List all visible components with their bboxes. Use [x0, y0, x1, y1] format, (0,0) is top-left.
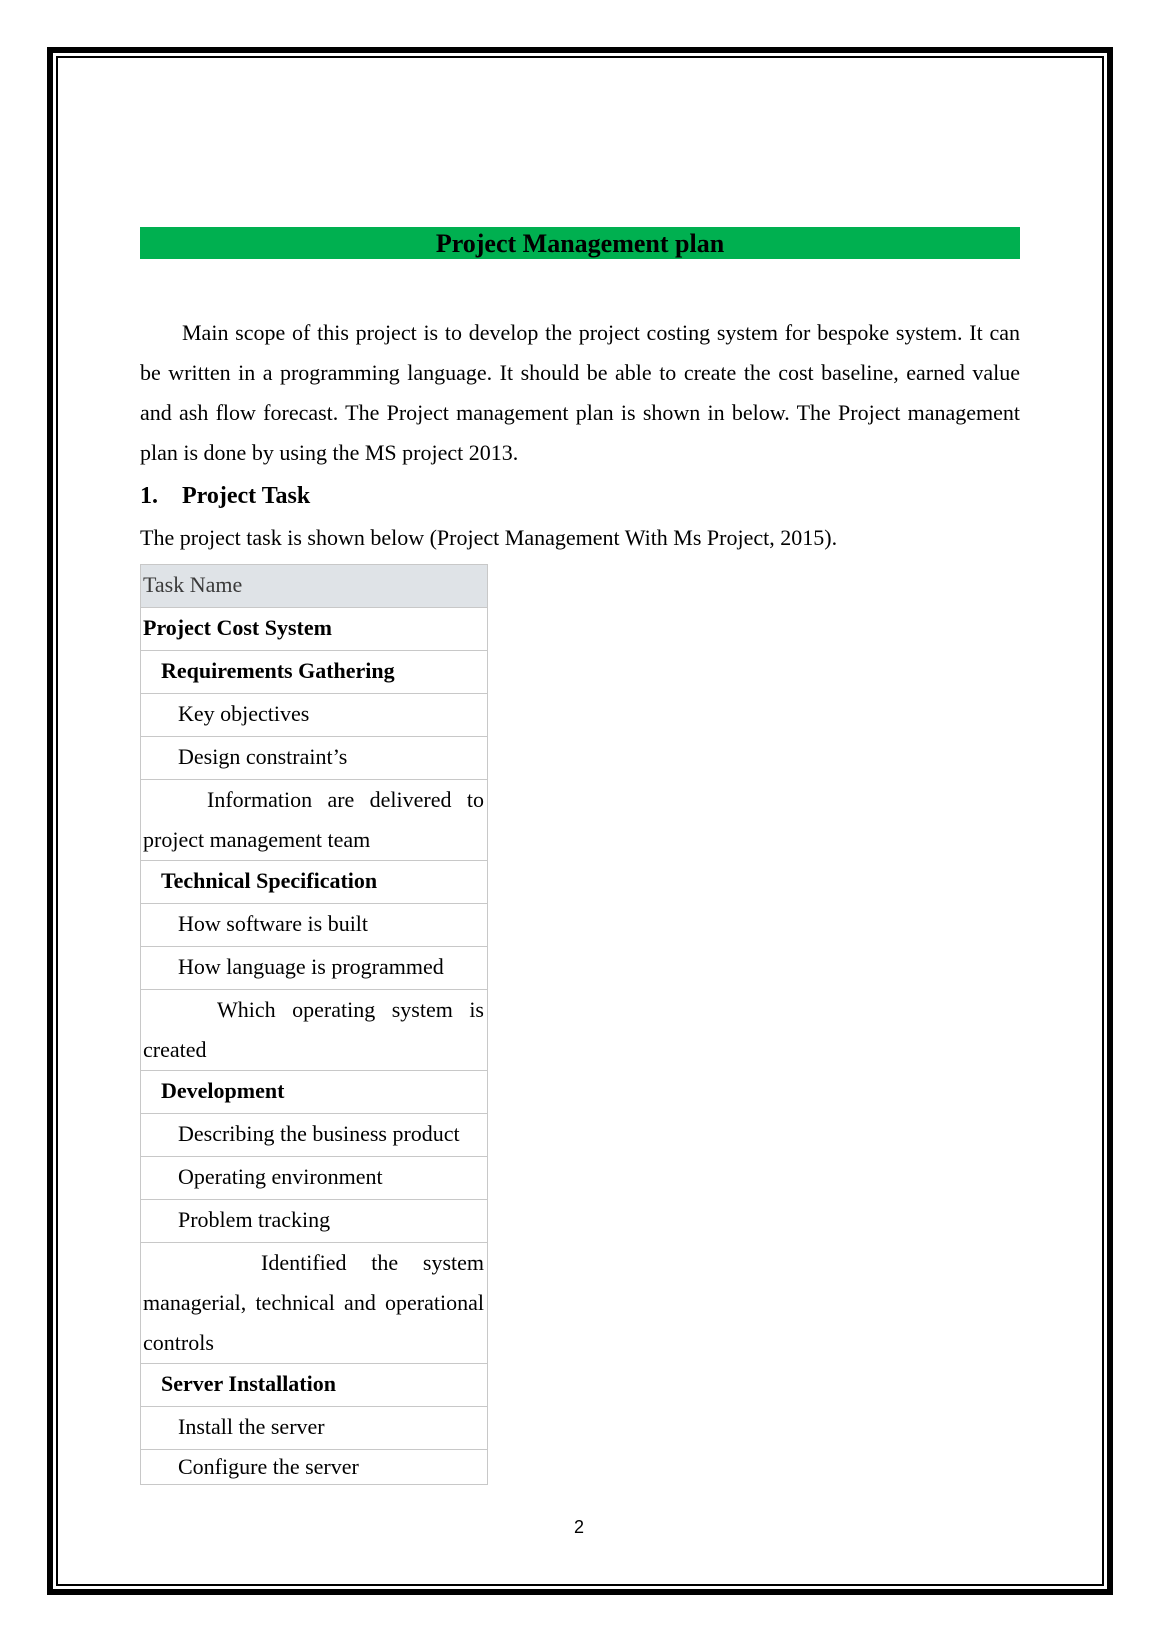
table-row — [141, 1450, 488, 1485]
task-item: Design constraint’s — [141, 737, 488, 780]
task-item: How language is programmed — [141, 947, 488, 990]
table-row — [141, 737, 488, 780]
table-row — [141, 861, 488, 904]
document-title: Project Management plan — [140, 227, 1020, 259]
task-item: Install the server — [141, 1407, 488, 1450]
table-row — [141, 990, 488, 1071]
table-row — [141, 1071, 488, 1114]
task-summary: Server Installation — [141, 1364, 488, 1407]
task-item: Configure the server — [141, 1450, 488, 1485]
table-row — [141, 780, 488, 861]
task-item: How software is built — [141, 904, 488, 947]
scope-paragraph: Main scope of this project is to develop the project costing system for bespoke system. It can be written in a programming language. It should be able to create the cost baseline, earned value and ash flow forecast. The Project management plan is shown in below. The Project management plan is done by using the MS project 2013. — [140, 320, 1020, 465]
table-row — [141, 1407, 488, 1450]
task-name-header: Task Name — [141, 565, 488, 608]
task-item: Operating environment — [141, 1157, 488, 1200]
task-summary: Technical Specification — [141, 861, 488, 904]
table-header-row — [141, 565, 488, 608]
table-row — [141, 651, 488, 694]
section-heading — [140, 476, 310, 516]
task-item: Key objectives — [141, 694, 488, 737]
table-row — [141, 1364, 488, 1407]
task-item: Information are delivered to project management team — [141, 780, 488, 861]
section-title: Project Task — [182, 483, 311, 509]
table-row — [141, 608, 488, 651]
task-item: Problem tracking — [141, 1200, 488, 1243]
table-row — [141, 1157, 488, 1200]
page-number: 2 — [573, 1517, 584, 1537]
table-row — [141, 1243, 488, 1364]
section-number: 1. — [140, 483, 158, 509]
task-item: Describing the business product — [141, 1114, 488, 1157]
task-summary: Development — [141, 1071, 488, 1114]
table-row — [141, 947, 488, 990]
table-row — [141, 904, 488, 947]
task-table — [140, 564, 488, 1485]
task-summary: Requirements Gathering — [141, 651, 488, 694]
task-item: Identified the system managerial, technical and operational controls — [141, 1243, 488, 1364]
table-row — [141, 1200, 488, 1243]
table-intro: The project task is shown below (Project Management With Ms Project, 2015). — [140, 525, 838, 550]
task-item: Which operating system is created — [141, 990, 488, 1071]
task-summary-project: Project Cost System — [141, 608, 488, 651]
table-row — [141, 1114, 488, 1157]
table-row — [141, 694, 488, 737]
